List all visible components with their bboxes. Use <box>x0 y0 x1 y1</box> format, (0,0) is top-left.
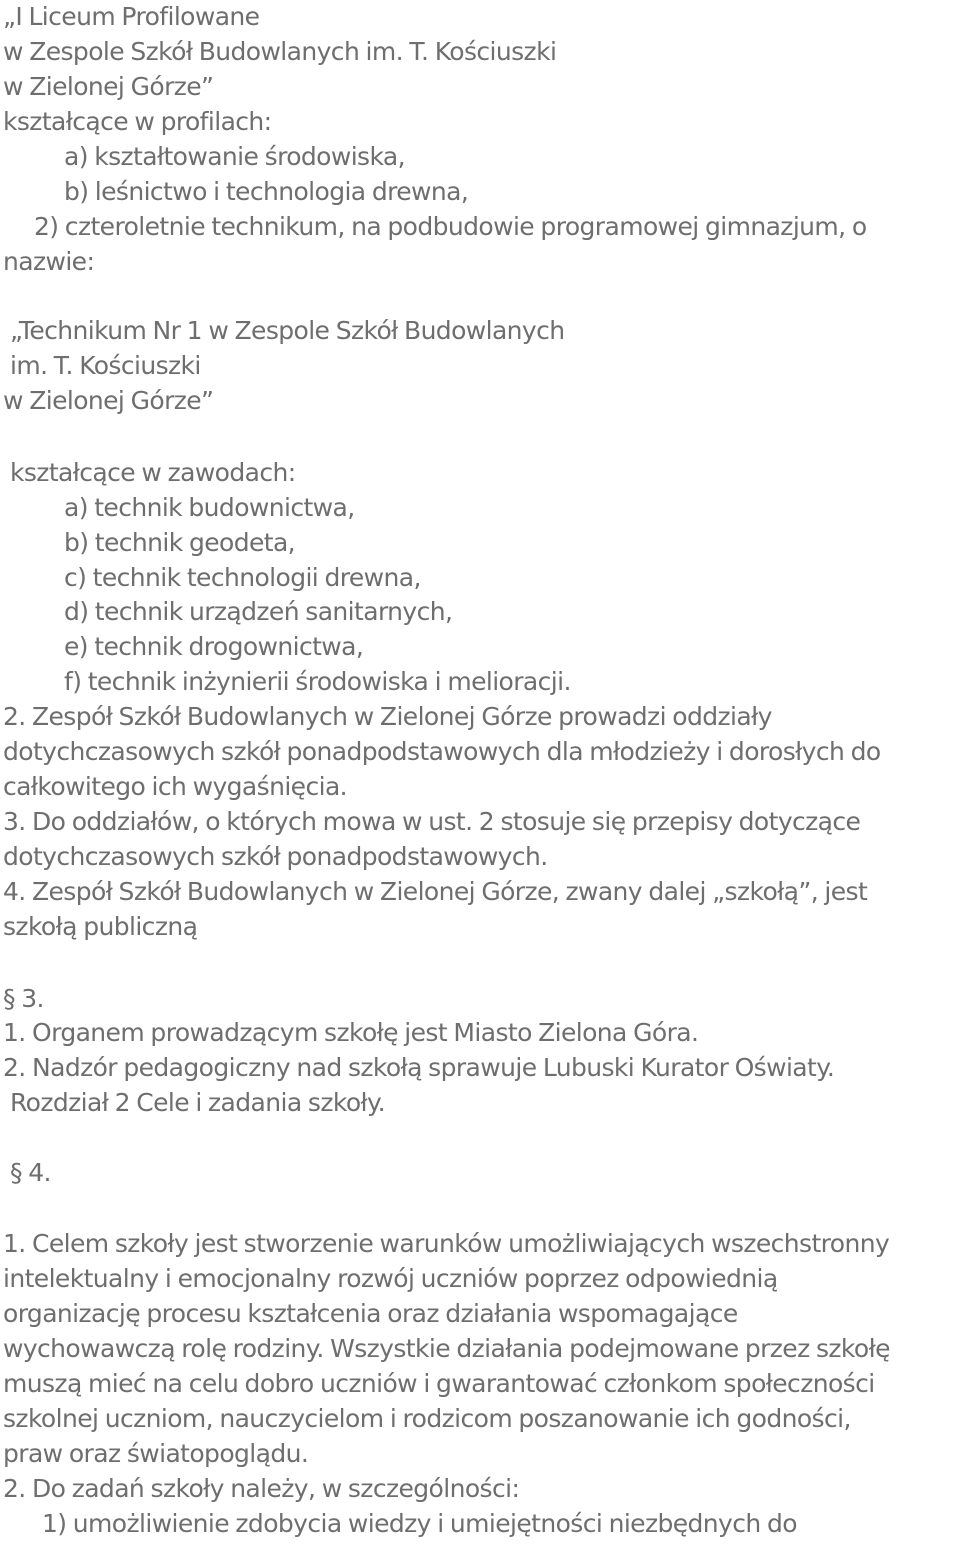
text-line: 1. Organem prowadzącym szkołę jest Miasto Zielona Góra. <box>3 1018 699 1047</box>
text-line: praw oraz światopoglądu. <box>3 1439 309 1468</box>
text-line: organizację procesu kształcenia oraz działania wspomagające <box>3 1299 738 1328</box>
text-line: 2) czteroletnie technikum, na podbudowie programowej gimnazjum, o <box>34 212 867 241</box>
text-line: muszą mieć na celu dobro uczniów i gwarantować członkom społeczności <box>3 1369 875 1398</box>
text-line: „I Liceum Profilowane <box>3 2 260 31</box>
text-line: szkołą publiczną <box>3 912 198 941</box>
list-item: f) technik inżynierii środowiska i melioracji. <box>64 667 571 696</box>
section-heading: § 3. <box>3 984 44 1013</box>
section-heading: § 4. <box>10 1158 51 1187</box>
text-line: szkolnej uczniom, nauczycielom i rodzicom poszanowanie ich godności, <box>3 1404 851 1433</box>
text-line: 2. Nadzór pedagogiczny nad szkołą sprawuje Lubuski Kurator Oświaty. <box>3 1053 835 1082</box>
text-line: 2. Do zadań szkoły należy, w szczególności: <box>3 1474 520 1503</box>
list-item: d) technik urządzeń sanitarnych, <box>64 597 453 626</box>
text-line: w Zespole Szkół Budowlanych im. T. Kościuszki <box>3 37 557 66</box>
list-item: b) leśnictwo i technologia drewna, <box>64 177 469 206</box>
text-line: całkowitego ich wygaśnięcia. <box>3 772 348 801</box>
text-line: w Zielonej Górze” <box>3 386 214 415</box>
text-line: „Technikum Nr 1 w Zespole Szkół Budowlanych <box>10 316 565 345</box>
list-item: e) technik drogownictwa, <box>64 632 364 661</box>
text-line: kształcące w profilach: <box>3 107 272 136</box>
text-line: kształcące w zawodach: <box>10 458 296 487</box>
list-item: b) technik geodeta, <box>64 528 296 557</box>
list-item: 1) umożliwienie zdobycia wiedzy i umiejętności niezbędnych do <box>42 1509 797 1538</box>
text-line: im. T. Kościuszki <box>10 351 201 380</box>
chapter-heading: Rozdział 2 Cele i zadania szkoły. <box>10 1088 386 1117</box>
text-line: nazwie: <box>3 247 95 276</box>
text-line: wychowawczą rolę rodziny. Wszystkie działania podejmowane przez szkołę <box>3 1334 890 1363</box>
list-item: a) kształtowanie środowiska, <box>64 142 405 171</box>
text-line: dotychczasowych szkół ponadpodstawowych dla młodzieży i dorosłych do <box>3 737 881 766</box>
text-line: intelektualny i emocjonalny rozwój uczniów poprzez odpowiednią <box>3 1264 778 1293</box>
text-line: 2. Zespół Szkół Budowlanych w Zielonej Górze prowadzi oddziały <box>3 702 772 731</box>
text-line: dotychczasowych szkół ponadpodstawowych. <box>3 842 548 871</box>
text-line: 3. Do oddziałów, o których mowa w ust. 2 stosuje się przepisy dotyczące <box>3 807 861 836</box>
list-item: c) technik technologii drewna, <box>64 563 421 592</box>
text-line: 4. Zespół Szkół Budowlanych w Zielonej Górze, zwany dalej „szkołą”, jest <box>3 877 868 906</box>
list-item: a) technik budownictwa, <box>64 493 355 522</box>
text-line: 1. Celem szkoły jest stworzenie warunków umożliwiających wszechstronny <box>3 1229 890 1258</box>
text-line: w Zielonej Górze” <box>3 72 214 101</box>
